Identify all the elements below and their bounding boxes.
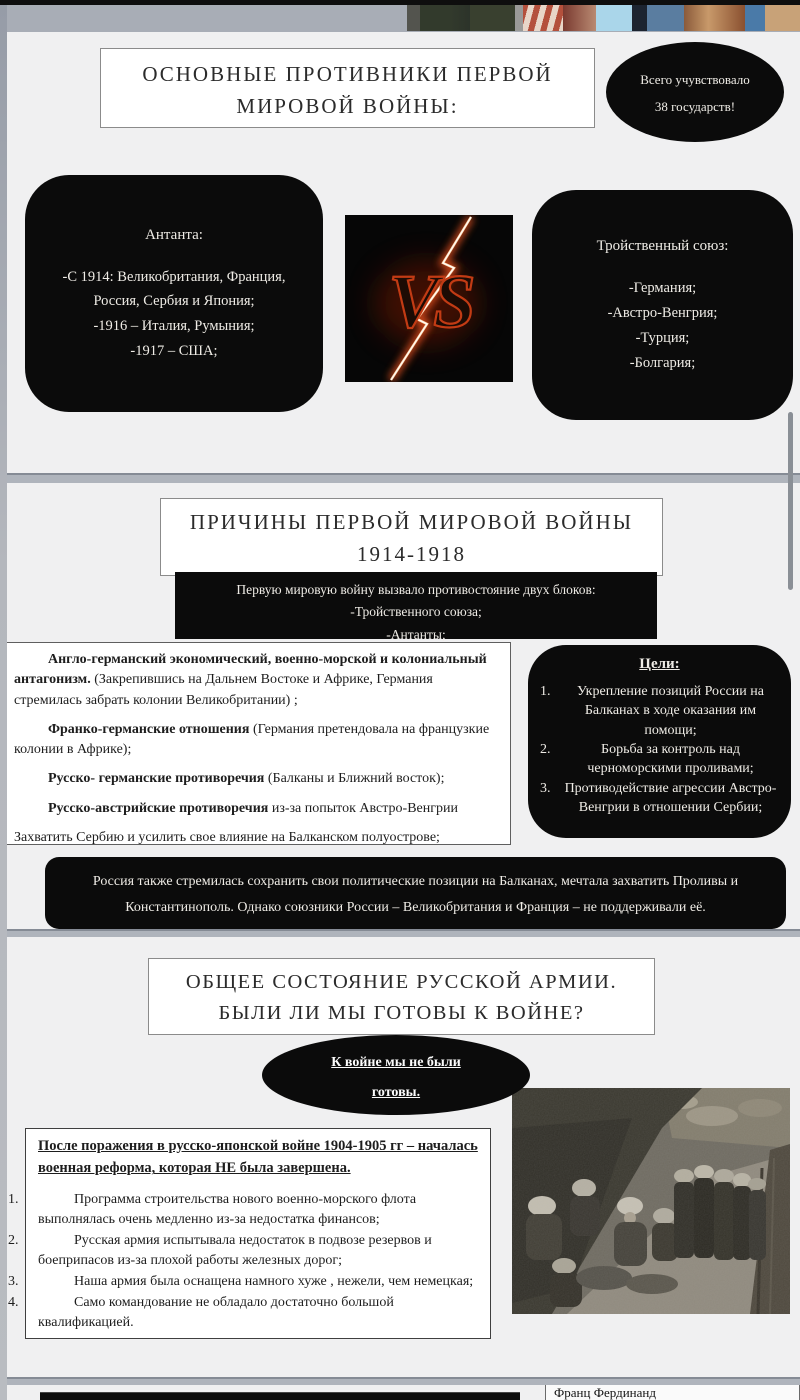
reform-item — [8, 1190, 478, 1230]
reform-item — [8, 1293, 478, 1333]
art-fragment — [765, 2, 800, 31]
cause-paragraph — [14, 720, 496, 761]
goal-number: 3. — [540, 780, 551, 796]
goal-number: 2. — [540, 741, 551, 757]
art-fragment — [563, 2, 596, 31]
cause-lead: Англо-германский экономический, военно-морской и колониальный антагонизм. — [14, 652, 487, 688]
readiness-conclusion-ellipse — [262, 1035, 530, 1115]
slide3-title-line2: БЫЛИ ЛИ МЫ ГОТОВЫ К ВОЙНЕ? — [218, 1002, 585, 1025]
participants-count-badge — [606, 42, 784, 142]
triple-alliance-line: -Болгария; — [629, 354, 696, 371]
goal-text: Противодействие агрессии Австро- Венгрии в отношении Сербии; — [564, 780, 777, 815]
cause-lead: Русско-австрийские противоречия — [48, 800, 269, 816]
goal-item — [540, 779, 779, 818]
reform-item-text: Русская армия испытывала недостаток в подвозе резервов и боеприпасов из-за плохой работы железных дорог; — [38, 1232, 432, 1268]
reform-item-number: 2. — [8, 1232, 19, 1248]
badge-line2: 38 государств! — [654, 99, 736, 114]
cause-paragraph — [14, 769, 496, 789]
slide1-title-box — [100, 48, 595, 128]
entente-line: -С 1914: Великобритания, Франция, — [62, 268, 286, 285]
russia-goals-panel — [528, 645, 791, 838]
two-blocks-banner — [175, 572, 657, 642]
art-fragment — [523, 2, 563, 31]
scrollbar-thumb[interactable] — [788, 412, 793, 590]
ellipse-line2: готовы. — [371, 1085, 421, 1100]
entente-line: Россия, Сербия и Япония; — [93, 293, 255, 310]
slide1-title-line1: ОСНОВНЫЕ ПРОТИВНИКИ ПЕРВОЙ — [142, 62, 553, 86]
art-fragment — [647, 2, 684, 31]
entente-line: -1917 – США; — [130, 343, 218, 360]
previous-slide-painting-image — [407, 2, 800, 31]
entente-line: -1916 – Италия, Румыния; — [93, 318, 255, 335]
cause-rest: из-за попыток Австро-Венгрии — [268, 800, 458, 816]
triple-alliance-line: -Германия; — [628, 280, 697, 297]
cause-lead: Франко-германские отношения — [48, 721, 250, 737]
cause-lead: Русско- германские противоречия — [48, 771, 265, 787]
art-fragment — [745, 2, 765, 31]
art-fragment — [515, 2, 523, 31]
next-slide-banner-edge — [40, 1392, 520, 1400]
franz-ferdinand-caption-box — [545, 1384, 800, 1400]
cause-paragraph — [14, 799, 496, 819]
triple-alliance-line: -Австро-Венгрия; — [607, 304, 718, 321]
cause-rest: (Балканы и Ближний восток); — [264, 771, 445, 787]
triple-alliance-line: -Турция; — [635, 329, 690, 346]
art-fragment — [420, 2, 470, 31]
slide-separator — [7, 473, 800, 483]
goal-text: Борьба за контроль над черноморскими проливами; — [587, 741, 754, 777]
art-fragment — [407, 2, 420, 31]
goal-number: 1. — [540, 684, 551, 699]
slide-separator — [7, 929, 800, 937]
art-fragment — [470, 2, 515, 31]
reform-item — [8, 1231, 478, 1271]
slide1-title — [101, 59, 594, 123]
slide2-title-line1: ПРИЧИНЫ ПЕРВОЙ МИРОВОЙ ВОЙНЫ — [189, 510, 634, 534]
reform-item-number: 1. — [8, 1191, 19, 1207]
cause-rest: (Закрепившись на Дальнем Востоке и Африке, Германия стремилась забрать колонии Великобритании) ; — [14, 672, 433, 708]
reform-item-text: Наша армия была оснащена намного хуже , нежели, чем немецкая; — [74, 1274, 474, 1289]
window-top-bar — [0, 0, 800, 5]
russia-note-banner — [45, 857, 786, 929]
triple-alliance-title: Тройственный союз: — [596, 238, 729, 255]
ellipse-line1: К войне мы не были — [331, 1054, 461, 1070]
slide3-title-box — [148, 958, 655, 1035]
slide2-title — [161, 507, 662, 571]
art-fragment — [684, 2, 745, 31]
franz-ferdinand-caption: Франц Фердинанд — [554, 1385, 656, 1400]
entente-title: Антанта: — [145, 226, 203, 243]
goal-text: Укрепление позиций России на Балканах в ходе оказания им помощи; — [577, 684, 764, 738]
russia-note-text: Россия также стремилась сохранить свои политические позиции на Балканах, мечтала захватить Проливы и Константинополь. Однако союзники России – Великобритания и Франция – не поддерживали её. — [92, 874, 739, 915]
reform-item-text: Само командование не обладало достаточно большой квалификацией. — [38, 1295, 394, 1331]
slide1-title-line2: МИРОВОЙ ВОЙНЫ: — [236, 93, 459, 118]
slide2-title-box — [160, 498, 663, 576]
banner-line: -Тройственного союза; — [350, 604, 482, 620]
art-fragment — [596, 2, 632, 31]
slide3-title-line1: ОБЩЕЕ СОСТОЯНИЕ РУССКОЙ АРМИИ. — [185, 971, 618, 993]
soldiers-trench-photo-image — [512, 1088, 790, 1314]
art-fragment — [632, 2, 647, 31]
reform-box-heading: После поражения в русско-японской войне 1904-1905 гг – началась военная реформа, которая НЕ была завершена. — [38, 1138, 478, 1177]
banner-line: Первую мировую войну вызвало противостояние двух блоков: — [236, 582, 596, 597]
slide2-title-line2: 1914-1918 — [357, 541, 466, 566]
reform-item-number: 3. — [8, 1274, 19, 1289]
entente-panel — [25, 175, 323, 412]
military-reform-box — [8, 1128, 491, 1339]
reform-item — [8, 1272, 478, 1292]
goals-title: Цели: — [639, 656, 680, 672]
war-causes-box — [3, 642, 511, 845]
badge-line1: Всего учувствовало — [640, 72, 750, 88]
cause-rest: (Германия претендовала на французкие колонии в Африке); — [14, 721, 490, 758]
slide-separator — [7, 1377, 800, 1385]
slide3-title — [149, 967, 654, 1029]
cause-tail-line: Захватить Сербию и усилить свое влияние на Балканском полуострове; — [14, 830, 440, 845]
reform-item-number: 4. — [8, 1295, 19, 1311]
goal-item — [540, 682, 779, 740]
goal-item — [540, 740, 779, 779]
triple-alliance-panel — [532, 190, 793, 420]
window-left-edge — [0, 5, 7, 1400]
reform-item-text: Программа строительства нового военно-морского флота выполнялась очень медленно из-за недостатка финансов; — [38, 1191, 417, 1227]
banner-line: -Антанты; — [386, 626, 446, 642]
vs-image — [345, 215, 513, 382]
cause-paragraph — [14, 650, 496, 711]
vs-label: VS — [388, 260, 470, 344]
